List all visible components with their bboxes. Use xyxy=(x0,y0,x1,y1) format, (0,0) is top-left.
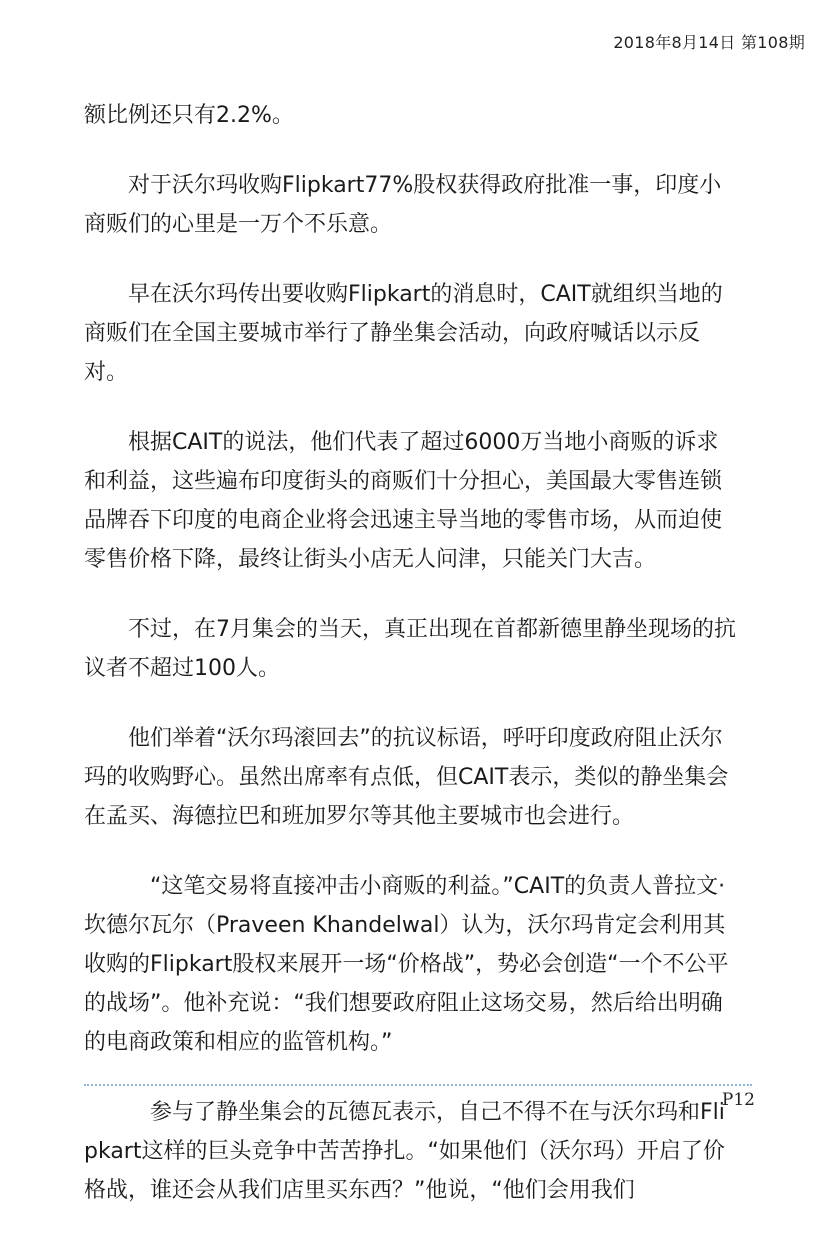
paragraph: 参与了静坐集会的瓦德瓦表示，自己不得不在与沃尔玛和Flipkart这样的巨头竞争中苦苦挣扎。“如果他们（沃尔玛）开启了价格战，谁还会从我们店里买东西？”他说，“他们会用我们 xyxy=(84,1100,725,1203)
paragraph: 他们举着“沃尔玛滚回去”的抗议标语，呼吁印度政府阻止沃尔玛的收购野心。虽然出席率有点低，但CAIT表示，类似的静坐集会在孟买、海德拉巴和班加罗尔等其他主要城市也会进行。 xyxy=(84,726,729,829)
paragraph: 不过，在7月集会的当天，真正出现在首都新德里静坐现场的抗议者不超过100人。 xyxy=(84,617,736,681)
paragraph: 对于沃尔玛收购Flipkart77%股权获得政府批准一事，印度小商贩们的心里是一万个不乐意。 xyxy=(84,173,722,237)
paragraph: “这笔交易将直接冲击小商贩的利益。”CAIT的负责人普拉文·坎德尔瓦尔（Praveen Khandelwal）认为，沃尔玛肯定会利用其收购的Flipkart股权来展开一场“价格战”，势必会创造“一个不公平的战场”。他补充说：“我们想要政府阻止这场交易，然后给出明确的电商政策和相应的监管机构。” xyxy=(84,874,729,1055)
paragraph: 早在沃尔玛传出要收购Flipkart的消息时，CAIT就组织当地的商贩们在全国主要城市举行了静坐集会活动，向政府喊话以示反对。 xyxy=(84,282,723,385)
paragraph: 根据CAIT的说法，他们代表了超过6000万当地小商贩的诉求和利益，这些遍布印度街头的商贩们十分担心，美国最大零售连锁品牌吞下印度的电商企业将会迅速主导当地的零售市场，从而迫使零售价格下降，最终让街头小店无人问津，只能关门大吉。 xyxy=(84,430,723,572)
paragraph: 额比例还只有2.2%。 xyxy=(84,103,294,128)
footer-divider xyxy=(84,1084,752,1086)
article-body xyxy=(84,96,736,1241)
page-number: P12 xyxy=(721,1090,755,1110)
issue-date-header: 2018年8月14日 第108期 xyxy=(613,33,805,52)
